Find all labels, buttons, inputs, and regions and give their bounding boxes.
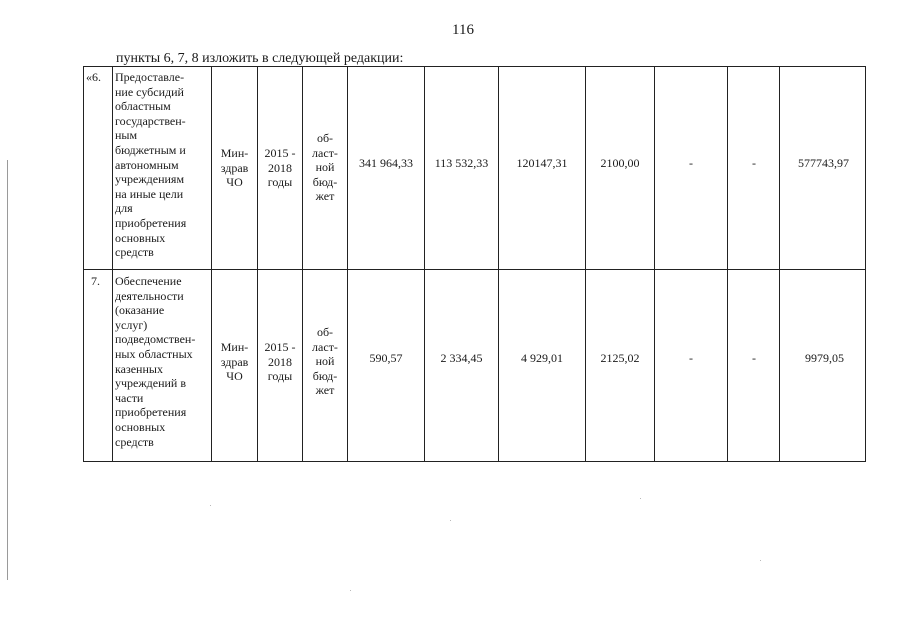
scan-margin-line <box>7 160 8 580</box>
executor: Мин- здрав ЧО <box>220 146 249 190</box>
total-cell: 577743,97 <box>798 156 849 170</box>
column-divider <box>498 66 499 462</box>
column-divider <box>727 66 728 462</box>
amount-cell: 4 929,01 <box>521 351 563 365</box>
table-bottom-border <box>83 461 866 462</box>
table-left-border <box>83 66 84 462</box>
column-divider <box>211 66 212 462</box>
column-divider <box>347 66 348 462</box>
table-row-divider <box>83 269 866 270</box>
amount-cell: 120147,31 <box>516 156 568 170</box>
period: 2015 - 2018 годы <box>264 146 296 190</box>
column-divider <box>424 66 425 462</box>
amount-cell: 113 532,33 <box>434 156 489 170</box>
scan-speck <box>640 498 641 499</box>
executor: Мин- здрав ЧО <box>220 340 249 384</box>
budget-table <box>83 66 866 462</box>
amount-cell: 2 334,45 <box>440 351 483 365</box>
table-right-border <box>865 66 866 462</box>
column-divider <box>585 66 586 462</box>
scan-speck <box>210 505 211 506</box>
scan-speck <box>450 520 451 521</box>
page-number: 116 <box>452 22 474 38</box>
funding-source: об- ласт- ной бюд- жет <box>312 325 338 398</box>
amount-cell: 590,57 <box>369 351 403 365</box>
scan-speck <box>350 590 351 591</box>
amount-cell: 341 964,33 <box>359 156 413 170</box>
column-divider <box>302 66 303 462</box>
amount-cell: - <box>689 351 693 365</box>
funding-source: об- ласт- ной бюд- жет <box>312 131 338 204</box>
column-divider <box>257 66 258 462</box>
intro-text: пункты 6, 7, 8 изложить в следующей редакции: <box>116 51 404 66</box>
measure-name: Обеспечение деятельности (оказание услуг) подведомствен- ных областных казенных учреждений в части приобретения основных средств <box>115 274 196 449</box>
scan-speck <box>760 560 761 561</box>
column-divider <box>112 66 113 462</box>
amount-cell: - <box>752 351 756 365</box>
column-divider <box>779 66 780 462</box>
total-cell: 9979,05 <box>805 351 844 365</box>
amount-cell: - <box>752 156 756 170</box>
amount-cell: 2125,02 <box>600 351 640 365</box>
table-top-border <box>83 66 866 67</box>
amount-cell: - <box>689 156 693 170</box>
measure-name: Предоставле- ние субсидий областным государствен- ным бюджетным и автономным учреждениям на иные цели для приобретения основных средств <box>115 70 187 260</box>
period: 2015 - 2018 годы <box>264 340 296 384</box>
row-number: 7. <box>91 274 100 288</box>
column-divider <box>654 66 655 462</box>
amount-cell: 2100,00 <box>600 156 640 170</box>
row-number: «6. <box>86 70 101 84</box>
